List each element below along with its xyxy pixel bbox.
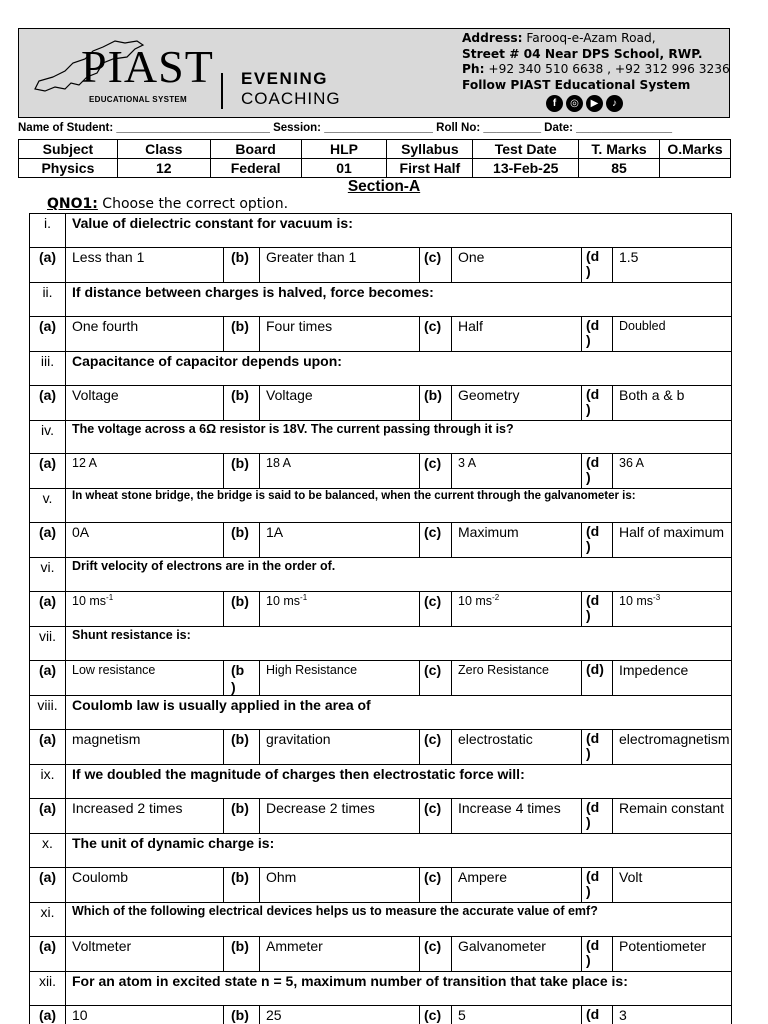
logo-subtitle: EDUCATIONAL SYSTEM — [89, 95, 187, 104]
options-row — [30, 730, 731, 765]
contact-block — [462, 31, 730, 93]
question-number: i. — [30, 214, 66, 247]
info-header-cell: Syllabus — [387, 140, 473, 159]
option-label: (c) — [420, 799, 452, 833]
option-label: (a) — [30, 661, 66, 695]
option-text[interactable]: Maximum — [452, 523, 582, 557]
tiktok-icon: ♪ — [606, 95, 623, 112]
info-header-cell: Board — [210, 140, 301, 159]
info-header-cell: Class — [117, 140, 210, 159]
option-label: (b ) — [224, 661, 260, 695]
follow-text: Follow PIAST Educational System — [462, 77, 691, 92]
question-text: Coulomb law is usually applied in the area of — [72, 697, 371, 713]
option-label: (d ) — [582, 868, 613, 902]
option-label: (a) — [30, 1006, 66, 1024]
option-label: (a) — [30, 937, 66, 971]
options-row — [30, 523, 731, 558]
option-text[interactable]: 3 A — [452, 454, 582, 488]
option-text[interactable] — [260, 592, 420, 626]
option-text[interactable]: Ohm — [260, 868, 420, 902]
info-value-cell: First Half — [387, 159, 473, 178]
question-row — [30, 283, 731, 317]
option-exponent: -1 — [106, 592, 114, 602]
option-text[interactable]: magnetism — [66, 730, 224, 764]
option-text[interactable]: Half — [452, 317, 582, 351]
option-label: (a) — [30, 248, 66, 282]
options-row — [30, 661, 731, 696]
option-text[interactable]: Galvanometer — [452, 937, 582, 971]
option-text[interactable]: Increased 2 times — [66, 799, 224, 833]
option-text[interactable]: Ammeter — [260, 937, 420, 971]
address-line2: Street # 04 Near DPS School, RWP. — [462, 46, 703, 61]
option-text[interactable]: gravitation — [260, 730, 420, 764]
option-text[interactable]: 36 A — [619, 456, 645, 470]
option-text[interactable]: High Resistance — [260, 661, 420, 695]
question-number: ix. — [30, 765, 66, 798]
option-label: (c) — [420, 1006, 452, 1024]
option-text[interactable]: Both a & b — [619, 387, 685, 403]
option-text[interactable]: Volt — [619, 869, 643, 885]
question-row — [30, 627, 731, 661]
option-label: (d ) — [582, 799, 613, 833]
info-value-cell: 13-Feb-25 — [473, 159, 579, 178]
option-label: (a) — [30, 317, 66, 351]
question-number: iii. — [30, 352, 66, 385]
options-row — [30, 317, 731, 352]
question-text: Which of the following electrical devices helps us to measure the accurate value of emf? — [72, 904, 598, 918]
question-text: If distance between charges is halved, force becomes: — [72, 284, 434, 300]
logo-divider — [221, 73, 223, 109]
question-number: v. — [30, 489, 66, 522]
question-number: vi. — [30, 558, 66, 591]
option-text[interactable]: 12 A — [66, 454, 224, 488]
brand-coaching: COACHING — [241, 89, 341, 108]
option-text[interactable]: 25 — [260, 1006, 420, 1024]
question-text: Capacitance of capacitor depends upon: — [72, 353, 342, 369]
option-text[interactable]: 18 A — [260, 454, 420, 488]
info-header-cell: T. Marks — [579, 140, 660, 159]
option-label: (a) — [30, 386, 66, 420]
question-row — [30, 214, 731, 248]
option-label: (d ) — [582, 317, 613, 351]
option-text[interactable]: Impedence — [619, 662, 689, 678]
info-value-cell: 01 — [301, 159, 387, 178]
option-label: (b) — [224, 386, 260, 420]
option-label: (c) — [420, 317, 452, 351]
option-label: (d ) — [582, 523, 613, 557]
option-label: (c) — [420, 937, 452, 971]
option-text[interactable]: 1A — [260, 523, 420, 557]
question-text: For an atom in excited state n = 5, maximum number of transition that take place is: — [72, 973, 628, 989]
option-label: (b) — [224, 317, 260, 351]
option-label: (c) — [420, 523, 452, 557]
option-text[interactable]: Half of maximum — [619, 524, 725, 540]
facebook-icon: f — [546, 95, 563, 112]
option-text[interactable]: Low resistance — [66, 661, 224, 695]
option-base: 10 ms — [266, 594, 301, 608]
question-text: Shunt resistance is: — [72, 628, 191, 642]
option-label: (b) — [224, 730, 260, 764]
option-label: (d ) — [582, 730, 613, 764]
option-text[interactable] — [66, 592, 224, 626]
logo-wordmark: PIAST — [81, 41, 214, 92]
option-label: (c) — [420, 661, 452, 695]
option-label: (b) — [224, 248, 260, 282]
question-text: Value of dielectric constant for vacuum is: — [72, 215, 353, 231]
option-text[interactable]: Voltage — [66, 386, 224, 420]
option-label: (d ) — [582, 592, 613, 626]
option-base: 10 ms — [619, 594, 654, 608]
question-number: iv. — [30, 421, 66, 453]
info-value-cell: 85 — [579, 159, 660, 178]
option-label: (c) — [420, 730, 452, 764]
question-row — [30, 696, 731, 730]
option-label: (b) — [224, 868, 260, 902]
options-row — [30, 454, 731, 489]
mcq-grid — [29, 213, 732, 1024]
address-label: Address: — [462, 31, 523, 45]
option-text[interactable]: Doubled — [619, 319, 666, 333]
option-label: (d — [582, 1006, 613, 1024]
option-text[interactable]: electromagnetism — [619, 731, 730, 747]
options-row — [30, 248, 731, 283]
option-label: (b) — [224, 592, 260, 626]
option-base: 10 ms — [458, 594, 493, 608]
student-info-line: Name of Student: ________________________ Session: _________________ Roll No: _________ Date: _______________ — [18, 122, 673, 134]
info-value-cell: Federal — [210, 159, 301, 178]
info-header-cell: Test Date — [473, 140, 579, 159]
option-label: (a) — [30, 454, 66, 488]
option-base: 10 ms — [72, 594, 107, 608]
option-text[interactable]: Four times — [260, 317, 420, 351]
option-label: (a) — [30, 730, 66, 764]
info-header-cell: O.Marks — [659, 140, 730, 159]
option-label: (b) — [420, 386, 452, 420]
question-text: The voltage across a 6Ω resistor is 18V. The current passing through it is? — [72, 422, 514, 436]
option-text[interactable]: One fourth — [66, 317, 224, 351]
question-row — [30, 903, 731, 937]
option-text[interactable] — [613, 592, 731, 626]
option-text[interactable]: Remain constant — [619, 800, 725, 816]
question-heading: QNO1: Choose the correct option. — [47, 196, 289, 212]
option-label: (d ) — [582, 248, 613, 282]
info-header-cell: Subject — [19, 140, 118, 159]
options-row — [30, 937, 731, 972]
address-line1: Farooq-e-Azam Road, — [522, 31, 656, 45]
question-number: xii. — [30, 972, 66, 1005]
option-exponent: -1 — [300, 592, 308, 602]
question-text: In wheat stone bridge, the bridge is said to be balanced, when the current through the galvanometer is: — [72, 490, 636, 502]
info-header-row — [19, 140, 731, 159]
option-label: (d ) — [582, 454, 613, 488]
option-label: (b) — [224, 454, 260, 488]
header-banner — [18, 28, 730, 118]
option-exponent: -3 — [653, 592, 661, 602]
youtube-icon: ▶ — [586, 95, 603, 112]
option-text[interactable]: Coulomb — [66, 868, 224, 902]
option-label: (c) — [420, 592, 452, 626]
phone-label: Ph: — [462, 62, 485, 76]
question-row — [30, 834, 731, 868]
options-row — [30, 799, 731, 834]
info-value-cell: 12 — [117, 159, 210, 178]
option-label: (d ) — [582, 386, 613, 420]
option-label: (b) — [224, 799, 260, 833]
question-number: vii. — [30, 627, 66, 660]
question-number: xi. — [30, 903, 66, 936]
question-text: The unit of dynamic charge is: — [72, 835, 275, 851]
question-row — [30, 421, 731, 454]
option-label: (c) — [420, 248, 452, 282]
option-text[interactable]: Greater than 1 — [260, 248, 420, 282]
social-icons — [546, 95, 623, 112]
info-value-cell: Physics — [19, 159, 118, 178]
option-label: (b) — [224, 523, 260, 557]
option-text[interactable]: Voltage — [260, 386, 420, 420]
option-label: (c) — [420, 454, 452, 488]
option-text[interactable]: Decrease 2 times — [260, 799, 420, 833]
option-text[interactable]: Voltmeter — [66, 937, 224, 971]
question-text: Drift velocity of electrons are in the order of. — [72, 559, 336, 573]
option-text[interactable]: Geometry — [452, 386, 582, 420]
option-label: (d) — [582, 661, 613, 695]
section-title: Section-A — [347, 178, 421, 195]
option-label: (b) — [224, 937, 260, 971]
option-text[interactable]: Increase 4 times — [452, 799, 582, 833]
question-row — [30, 489, 731, 523]
options-row — [30, 592, 731, 627]
option-label: (a) — [30, 523, 66, 557]
question-row — [30, 558, 731, 592]
info-header-cell: HLP — [301, 140, 387, 159]
option-text[interactable]: 10 — [66, 1006, 224, 1024]
info-value-cell — [659, 159, 730, 178]
question-row — [30, 352, 731, 386]
options-row — [30, 386, 731, 421]
option-label: (d ) — [582, 937, 613, 971]
option-text[interactable]: Zero Resistance — [452, 661, 582, 695]
option-text[interactable]: One — [452, 248, 582, 282]
option-label: (a) — [30, 799, 66, 833]
option-text[interactable]: 3 — [619, 1007, 627, 1023]
option-text[interactable]: Potentiometer — [619, 938, 707, 954]
test-info-table — [18, 139, 731, 178]
option-text[interactable]: 0A — [66, 523, 224, 557]
question-number: viii. — [30, 696, 66, 729]
option-label: (a) — [30, 592, 66, 626]
options-row — [30, 1006, 731, 1024]
info-value-row — [19, 159, 731, 178]
option-text[interactable]: 5 — [452, 1006, 582, 1024]
option-text[interactable]: Ampere — [452, 868, 582, 902]
option-label: (c) — [420, 868, 452, 902]
option-label: (a) — [30, 868, 66, 902]
question-number: x. — [30, 834, 66, 867]
question-text: If we doubled the magnitude of charges then electrostatic force will: — [72, 766, 525, 782]
question-number: ii. — [30, 283, 66, 316]
options-row — [30, 868, 731, 903]
question-row — [30, 765, 731, 799]
option-exponent: -2 — [492, 592, 500, 602]
option-text[interactable] — [452, 592, 582, 626]
option-text[interactable]: electrostatic — [452, 730, 582, 764]
question-row — [30, 972, 731, 1006]
piast-logo — [31, 35, 341, 111]
instagram-icon: ◎ — [566, 95, 583, 112]
option-label: (b) — [224, 1006, 260, 1024]
option-text[interactable]: Less than 1 — [66, 248, 224, 282]
option-text[interactable]: 1.5 — [619, 249, 639, 265]
brand-evening: EVENING — [241, 69, 329, 88]
phone-numbers: +92 340 510 6638 , +92 312 996 3236 — [484, 62, 730, 76]
